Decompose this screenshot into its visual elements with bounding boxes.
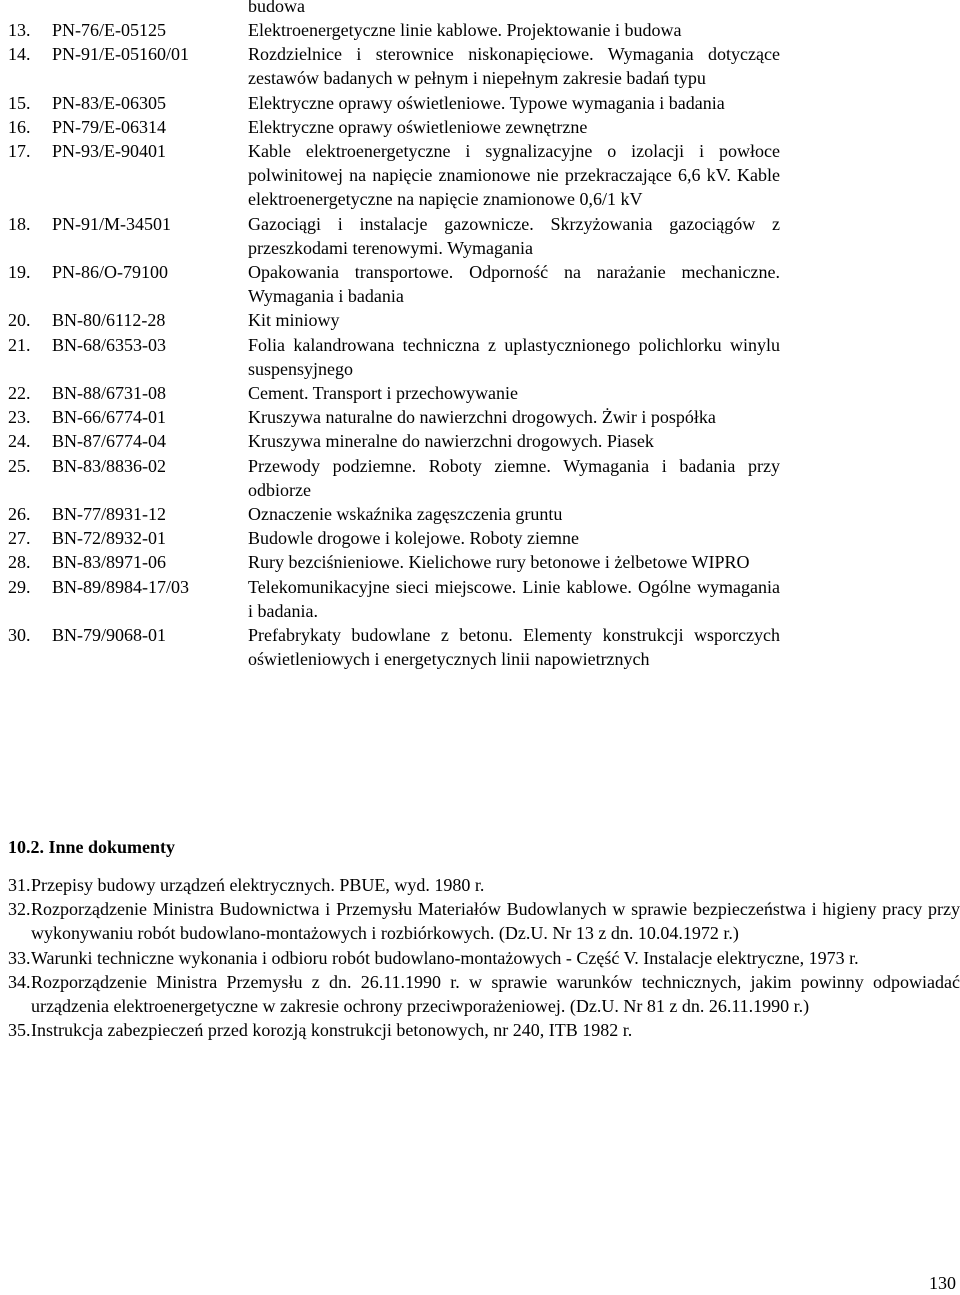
standard-code: BN-87/6774-04 [52, 431, 166, 452]
section-heading: 10.2. Inne dokumenty [8, 837, 176, 857]
item-number: 29. [8, 576, 31, 597]
standard-code: BN-89/8984-17/03 [52, 576, 189, 597]
standard-title: Kable elektroenergetyczne i sygnalizacyjne o izolacji i powłoce polwinitowej na napięcie znamionowe nie przekraczające 6,6 kV. Kable elektroenergetyczne na napięcie znamionowe 0,6/1 kV [248, 141, 780, 210]
continuation-text: budowa [248, 0, 305, 16]
list-item [8, 946, 960, 970]
standard-code: PN-93/E-90401 [52, 141, 166, 162]
item-number: 23. [8, 407, 31, 428]
list-item [8, 897, 960, 945]
item-number: 31. [8, 875, 31, 895]
standard-title: Przewody podziemne. Roboty ziemne. Wymagania i badania przy odbiorze [248, 455, 780, 500]
item-number: 35. [8, 1020, 31, 1041]
list-item [8, 526, 788, 550]
list-item [8, 575, 788, 623]
item-number: 14. [8, 44, 31, 65]
standard-code: PN-91/M-34501 [52, 213, 172, 234]
item-number: 28. [8, 552, 31, 573]
list-item [8, 1018, 960, 1042]
standard-title: Telekomunikacyjne sieci miejscowe. Linie kablowe. Ogólne wymagania i badania. [248, 576, 780, 621]
standard-code: BN-88/6731-08 [52, 383, 166, 404]
standard-title: Rozdzielnice i sterownice niskonapięciowe. Wymagania dotyczące zestawów badanych w pełnym i niepełnym zakresie badań typu [248, 44, 780, 89]
item-number: 13. [8, 20, 31, 40]
item-number: 32. [8, 899, 31, 920]
document-text: Warunki techniczne wykonania i odbioru robót budowlano-montażowych - Część V. Instalacje elektryczne, 1973 r. [31, 947, 859, 968]
list-item [8, 550, 788, 574]
standards-list [8, 18, 788, 671]
item-number: 26. [8, 504, 31, 525]
standard-code: BN-72/8932-01 [52, 528, 166, 549]
documents-list [8, 873, 960, 1042]
standard-code: BN-77/8931-12 [52, 504, 166, 525]
item-number: 33. [8, 947, 31, 968]
item-number: 22. [8, 383, 31, 404]
item-number: 20. [8, 310, 31, 331]
item-number: 21. [8, 334, 31, 355]
standard-title: Prefabrykaty budowlane z betonu. Elementy konstrukcji wsporczych oświetleniowych i energetycznych linii napowietrznych [248, 625, 780, 670]
item-number: 16. [8, 116, 31, 137]
list-item [8, 405, 788, 429]
standard-code: BN-66/6774-01 [52, 407, 166, 428]
standard-code: BN-79/9068-01 [52, 625, 166, 646]
standard-title: Rury bezciśnieniowe. Kielichowe rury betonowe i żelbetowe WIPRO [248, 552, 750, 573]
standard-code: PN-79/E-06314 [52, 116, 166, 137]
item-number: 17. [8, 141, 31, 162]
list-item [8, 454, 788, 502]
list-item [8, 381, 788, 405]
standard-title: Opakowania transportowe. Odporność na narażanie mechaniczne. Wymagania i badania [248, 262, 780, 307]
list-item [8, 212, 788, 260]
item-number: 34. [8, 971, 31, 992]
item-number: 25. [8, 455, 31, 476]
list-item [8, 502, 788, 526]
list-item [8, 18, 788, 42]
standard-code: BN-83/8836-02 [52, 455, 166, 476]
standard-title: Oznaczenie wskaźnika zagęszczenia gruntu [248, 504, 563, 525]
standard-title: Kruszywa mineralne do nawierzchni drogowych. Piasek [248, 431, 654, 452]
standard-code: BN-68/6353-03 [52, 334, 166, 355]
page-number: 130 [929, 1273, 956, 1293]
item-number: 19. [8, 262, 31, 283]
item-number: 30. [8, 625, 31, 646]
document-text: Rozporządzenie Ministra Budownictwa i Przemysłu Materiałów Budowlanych w sprawie bezpieczeństwa i higieny pracy przy wykonywaniu robót budowlano-montażowych i rozbiórkowych. (Dz.U. Nr 13 z dn. 10.04.1972 r.) [31, 899, 960, 944]
standard-title: Gazociągi i instalacje gazownicze. Skrzyżowania gazociągów z przeszkodami terenowymi. Wymagania [248, 213, 780, 258]
list-item [8, 429, 788, 453]
item-number: 24. [8, 431, 31, 452]
document-text: Instrukcja zabezpieczeń przed korozją konstrukcji betonowych, nr 240, ITB 1982 r. [31, 1020, 633, 1041]
standard-title: Budowle drogowe i kolejowe. Roboty ziemne [248, 528, 579, 549]
list-item [8, 115, 788, 139]
standard-code: BN-80/6112-28 [52, 310, 166, 331]
standard-title: Elektroenergetyczne linie kablowe. Projektowanie i budowa [248, 20, 682, 40]
item-number: 27. [8, 528, 31, 549]
standard-title: Kit miniowy [248, 310, 340, 331]
standard-title: Elektryczne oprawy oświetleniowe. Typowe wymagania i badania [248, 92, 725, 113]
standard-code: PN-86/O-79100 [52, 262, 168, 283]
list-item [8, 970, 960, 1018]
standard-title: Elektryczne oprawy oświetleniowe zewnętrzne [248, 116, 588, 137]
list-item [8, 91, 788, 115]
item-number: 18. [8, 213, 31, 234]
standard-title: Kruszywa naturalne do nawierzchni drogowych. Żwir i pospółka [248, 407, 716, 428]
list-item [8, 139, 788, 212]
standard-code: PN-76/E-05125 [52, 20, 166, 40]
list-item [8, 308, 788, 332]
list-item [8, 42, 788, 90]
list-item [8, 873, 960, 897]
standard-code: PN-91/E-05160/01 [52, 44, 189, 65]
list-item [8, 623, 788, 671]
standard-code: BN-83/8971-06 [52, 552, 166, 573]
document-text: Rozporządzenie Ministra Przemysłu z dn. 26.11.1990 r. w sprawie warunków technicznych, jakim powinny odpowiadać urządzenia elektroenergetyczne w zakresie ochrony przeciwporażeniowej. (Dz.U. Nr 81 z dn. 26.11.1990 r.) [31, 971, 960, 1017]
standard-title: Cement. Transport i przechowywanie [248, 383, 518, 404]
document-text: Przepisy budowy urządzeń elektrycznych. PBUE, wyd. 1980 r. [31, 875, 485, 895]
item-number: 15. [8, 92, 31, 113]
standard-code: PN-83/E-06305 [52, 92, 166, 113]
list-item [8, 333, 788, 381]
standard-title: Folia kalandrowana techniczna z uplastycznionego polichlorku winylu suspensyjnego [248, 334, 780, 379]
list-item [8, 260, 788, 308]
